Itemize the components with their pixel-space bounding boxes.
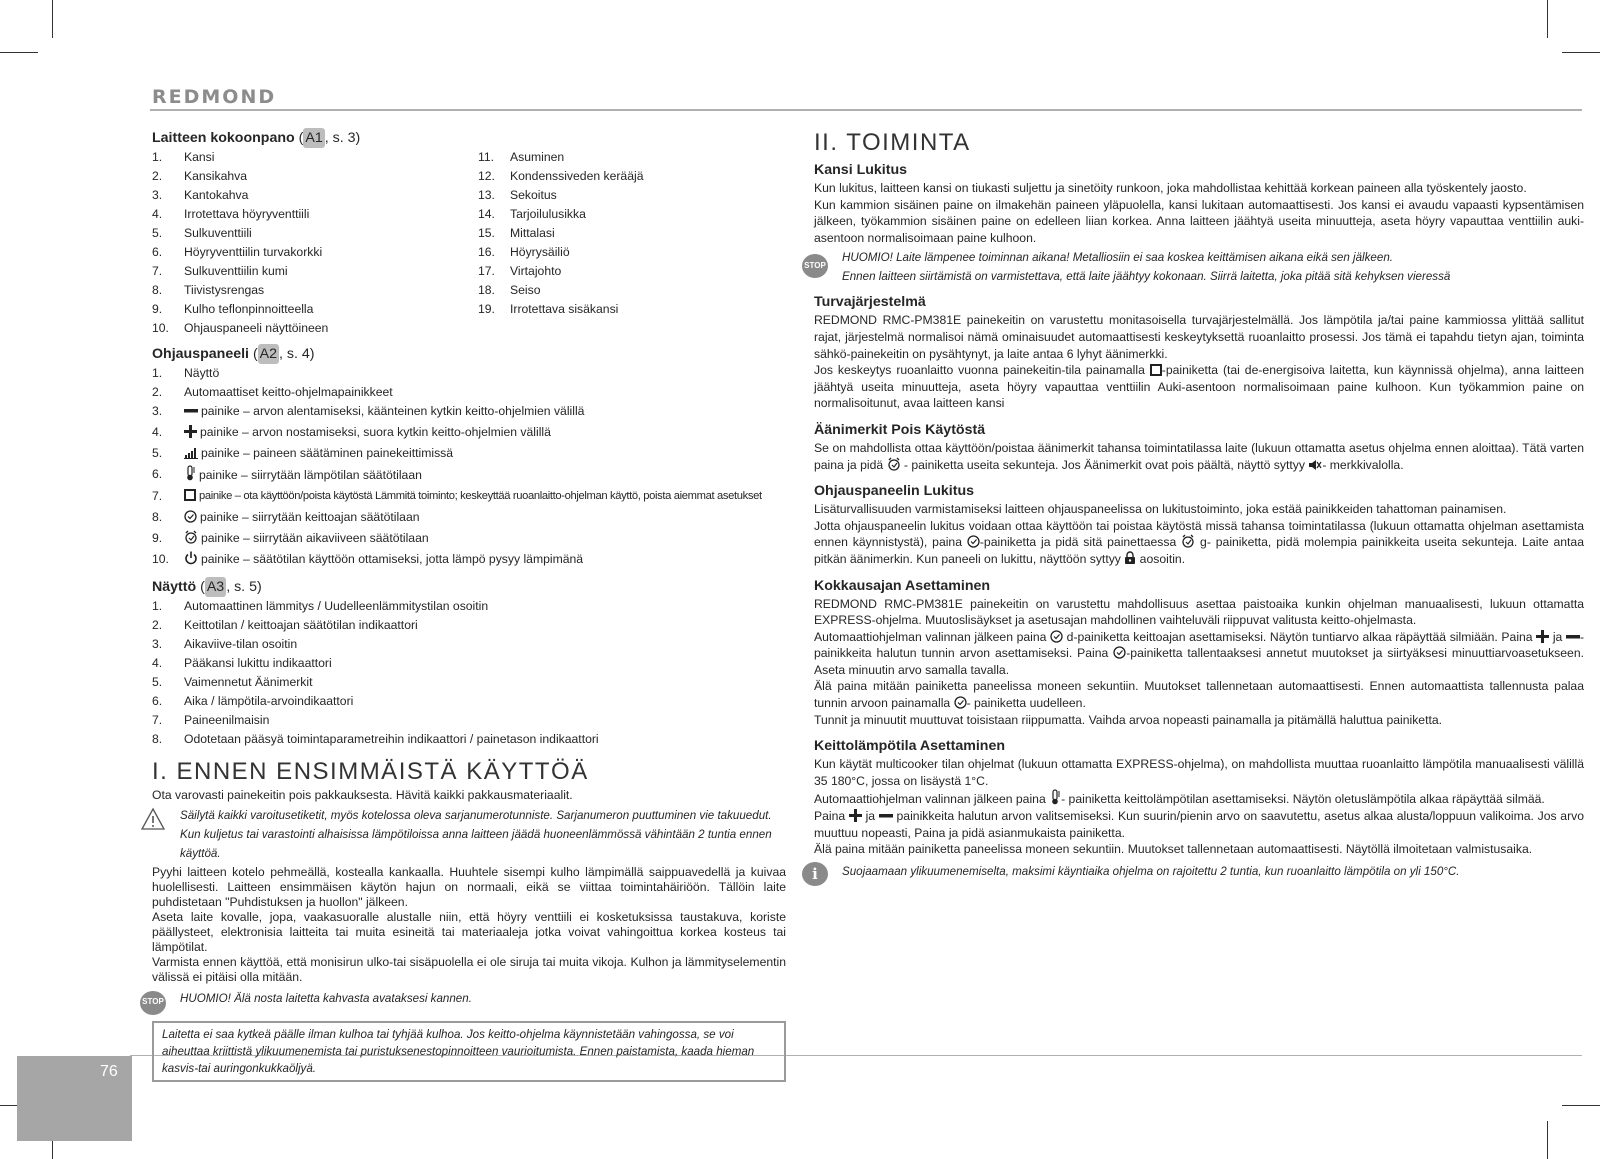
plus-icon <box>1536 630 1549 643</box>
list-item-number: 4. <box>152 207 163 221</box>
cooktime-paragraph: Älä paina mitään painiketta paneelissa moneen sekuntiin. Muutokset tallennetaan automaattisesti. Ennen automaattista tallennusta palaa tunnin arvoon painamalla - painiketta uudelleen. <box>814 679 1584 711</box>
lid-heading: Kansi Lukitus <box>814 162 908 178</box>
list-item-number: 16. <box>478 245 495 259</box>
crop-mark <box>1562 52 1600 53</box>
list-item <box>152 550 786 571</box>
list-item <box>152 300 478 319</box>
warning-note <box>152 806 786 863</box>
lock-paragraph: Lisäturvallisuuden varmistamiseksi laitteen ohjauspaneelissa on lukitustoiminto, joka estää painikkeiden tahattoman painamisen. <box>814 502 1507 517</box>
list-item-label: Mittalasi <box>510 226 555 240</box>
list-item-label: painike – siirrytään keittoajan säätötilaan <box>200 510 420 524</box>
plus-icon <box>849 809 862 822</box>
crop-mark <box>1547 0 1548 38</box>
lid-paragraph: Kun kammion sisäinen paine on ilmakehän paineen yläpuolella, kansi lukitaan automaattisesti. Jos kansi ei avaudu vapaasti kypsentämisen jälkeen, työkammion sisäinen paine on edelleen liian korkea. Anna laitteen jäähtyä useita minuutteja, aseta höyry vapauttaa venttiilin auki-asentoon normalisoimaan paine kulhoon. <box>814 197 1584 245</box>
list-item <box>152 186 478 205</box>
safety-paragraph: Jos keskeytys ruoanlaitto vuonna painekeitin-tila painamalla -painiketta (tai de-energisoiva laitetta, kun käynnissä ohjelma), anna laitteen jäähtyä useita minuutteja, aseta höyry vapauttaa venttiilin Auki-asentoon normalisoimaan paine kulhoon. Kun työkammion paine on normalisoitunut, avaa laitteen kansi <box>814 363 1584 411</box>
list-item <box>152 224 478 243</box>
list-item-number: 15. <box>478 226 495 240</box>
stop-icon: STOP <box>140 991 166 1015</box>
square-icon <box>184 489 196 508</box>
clock-icon <box>1113 646 1126 659</box>
panel-heading: Ohjauspaneeli ( A2 , s. 4) <box>152 346 315 362</box>
power-icon <box>184 551 198 571</box>
list-item <box>152 423 786 444</box>
list-item <box>152 673 786 692</box>
list-item <box>478 148 804 167</box>
square-icon <box>1150 364 1162 376</box>
section1-paragraph: Pyyhi laitteen kotelo pehmeällä, kostealla kankaalla. Huuhtele sisempi kulho lämpimällä saippuavedellä ja kuivaa huolellisesti. Laitteen ensimmäisen käytön hajun on normaali, eikä se viittaa toimintahäiriöön. Tällöin laite puhdistetaan "Puhdistuksen ja huollon" jälkeen. <box>152 864 786 909</box>
list-item-label: painike – siirrytään aikaviiveen säätötilaan <box>201 531 429 545</box>
minus-icon <box>184 404 198 423</box>
lock-paragraph: Jotta ohjauspaneelin lukitus voidaan ottaa käyttöön tai poistaa käytöstä missä tahansa toimintatilassa (lukuun ottamatta ohjelman asettamista ennen käynnistystä), paina -painiketta ja pidä sitä painettaessa g- painiketta, pidä molempia painikkeita useita sekunteja. Laite antaa pitkän äänimerkin. Kun paneeli on lukittu, näyttöön syttyy aosoitin. <box>814 518 1584 566</box>
section1-paragraph: Ota varovasti painekeitin pois pakkauksesta. Hävitä kaikki pakkausmateriaalit. <box>152 788 573 802</box>
plus-icon <box>184 425 197 444</box>
list-item-number: 1. <box>152 599 163 613</box>
list-item <box>478 281 804 300</box>
right-column <box>804 128 1585 888</box>
left-column <box>142 128 786 1082</box>
list-item-number: 14. <box>478 207 495 221</box>
list-item-label: Keittotilan / keittoajan säätötilan indikaattori <box>184 618 418 632</box>
stop-note-text: HUOMIO! Laite lämpenee toiminnan aikana! Metalliosiin ei saa koskea keittämisen aikana eikä sen jälkeen. <box>842 251 1393 265</box>
list-item-number: 2. <box>152 169 163 183</box>
list-item <box>152 616 786 635</box>
mute-icon <box>1308 459 1322 471</box>
stop-note <box>804 248 1584 286</box>
list-item-number: 3. <box>152 404 163 418</box>
lock-heading: Ohjauspaneelin Lukitus <box>814 483 975 500</box>
stop-icon: STOP <box>802 254 828 278</box>
alarm-clock-icon <box>887 457 901 471</box>
clock-icon <box>1050 630 1063 643</box>
clock-icon <box>967 535 980 548</box>
list-item <box>152 487 786 508</box>
crop-mark <box>0 52 38 53</box>
list-item-label: Vaimennetut Äänimerkit <box>184 675 313 689</box>
list-item <box>478 262 804 281</box>
lid-paragraph: Kun lukitus, laitteen kansi on tiukasti suljettu ja sinetöity runkoon, joka mahdollistaa kehittää korkean paineen alla työskentely jaosto. <box>814 181 1527 195</box>
list-item-label: Kondenssiveden kerääjä <box>510 169 644 183</box>
list-item-label: Tiivistysrengas <box>184 283 265 297</box>
list-item-number: 5. <box>152 675 163 689</box>
list-item <box>152 529 786 550</box>
section1-paragraph: Varmista ennen käyttöä, että monisirun ulko-tai sisäpuolella ei ole siruja tai muita vikoja. Kulhon ja lämmityselementin välissä ei pitäisi olla mitään. <box>152 954 786 984</box>
list-item <box>152 654 786 673</box>
list-item-label: Asuminen <box>510 150 565 164</box>
warning-text: Säilytä kaikki varoitusetiketit, myös kotelossa oleva sarjanumerotunniste. Sarjanumeron puuttuminen vie takuuedut. <box>180 808 772 822</box>
brand-logo: REDMOND <box>152 86 277 108</box>
list-item-number: 8. <box>152 283 163 297</box>
pressure-icon <box>184 446 198 465</box>
list-item <box>152 465 786 487</box>
panel-list <box>152 364 786 571</box>
list-item-number: 2. <box>152 385 163 399</box>
section1-paragraph: Aseta laite kovalle, jopa, vaakasuoralle alustalle niin, että höyry venttiili ei kosketuksissa taustakuva, koriste päällysteet, elektronisia laitteita tai muita esineitä tai materiaaleja jotka voivat vahingoittua korkea kosteus tai lämpötilat. <box>152 909 786 954</box>
list-item-label: Kantokahva <box>184 188 249 202</box>
list-item <box>152 692 786 711</box>
list-item-label: Paineenilmaisin <box>184 713 270 727</box>
list-item-label: painike – ota käyttöön/poista käytöstä Lämmitä toiminto; keskeyttää ruoanlaitto-ohjelman käyttö, poista aiemmat asetukset <box>199 490 762 502</box>
page-number: 76 <box>100 1063 118 1080</box>
stop-note-text: Ennen laitteen siirtämistä on varmistettava, että laite jäähtyy kokonaan. Siirrä laitetta, joka pitää sitä kehyksen vieressä <box>842 270 1451 284</box>
list-item-number: 9. <box>152 302 163 316</box>
list-item <box>152 383 786 402</box>
alarm-clock-icon <box>184 530 198 550</box>
list-item-label: Virtajohto <box>510 264 562 278</box>
list-item-number: 6. <box>152 694 163 708</box>
stop-note <box>142 989 786 1015</box>
sound-paragraph: Se on mahdollista ottaa käyttöön/poistaa äänimerkit tahansa toimintatilassa laite (lukuun ottamatta asetus ohjelma ennen aloittaa). Tätä varten paina ja pidä - painiketta useita sekunteja. Jos Äänimerkit ovat pois päältä, näyttö syttyy - merkkivalolla. <box>814 440 1584 472</box>
alarm-clock-icon <box>1181 534 1195 548</box>
list-item <box>478 186 804 205</box>
cooktime-heading: Kokkausajan Asettaminen <box>814 577 991 594</box>
list-item <box>478 243 804 262</box>
list-item-number: 12. <box>478 169 495 183</box>
list-item <box>152 281 478 300</box>
list-item-label: painike – arvon alentamiseksi, käänteinen kytkin keitto-ohjelmien välillä <box>201 404 585 418</box>
clock-icon <box>954 696 967 709</box>
assembly-heading: Laitteen kokoonpano ( A1 , s. 3) <box>152 130 361 146</box>
lock-icon <box>1124 551 1136 565</box>
info-note <box>814 862 1584 886</box>
crop-mark <box>1547 1121 1548 1159</box>
thermometer-icon <box>1049 789 1061 805</box>
crop-mark <box>1562 1105 1600 1106</box>
figure-ref: A1 <box>305 130 323 146</box>
list-item <box>152 508 786 529</box>
list-item-label: Höyryventtiilin turvakorkki <box>184 245 323 259</box>
info-icon: i <box>802 862 828 886</box>
cooktime-paragraph: Automaattiohjelman valinnan jälkeen paina d-painiketta keittoajan asettamiseksi. Näytön tuntiarvo alkaa räpäyttää silmiään. Paina ja -painikkeita halutun tunnin arvon asettamiseksi. Paina -painiketta tallentaaksesi annetut muutokset ja siirtyäksesi minuuttiarvoasetukseen. Aseta minuutin arvo samalla tavalla. <box>814 629 1585 677</box>
display-heading: Näyttö ( A3 , s. 5) <box>152 579 262 595</box>
list-item-number: 5. <box>152 446 163 460</box>
list-item-number: 5. <box>152 226 163 240</box>
list-item <box>152 243 478 262</box>
list-item-number: 2. <box>152 618 163 632</box>
temp-paragraph: Paina ja painikkeita halutun arvon valitsemiseksi. Kun suurin/pienin arvo on saavutettu, asetus alkaa alusta/loppuun valikoima. Jos arvo muuttuu nopeasti, Paina ja pidä asianmukaista painiketta. <box>814 809 1584 840</box>
list-item-number: 19. <box>478 302 495 316</box>
list-item-label: Kansikahva <box>184 169 248 183</box>
list-item-number: 7. <box>152 264 163 278</box>
list-item-label: Irrotettava sisäkansi <box>510 302 619 316</box>
list-item-label: Odotetaan pääsyä toimintaparametreihin indikaattori / painetason indikaattori <box>184 732 599 746</box>
list-item-number: 1. <box>152 366 163 380</box>
list-item-number: 8. <box>152 510 163 524</box>
list-item <box>478 205 804 224</box>
list-item-number: 10. <box>152 552 169 566</box>
list-item <box>478 300 804 319</box>
list-item <box>152 597 786 616</box>
minus-icon <box>1566 630 1580 643</box>
list-item-label: painike – säätötilan käyttöön ottamiseksi, jotta lämpö pysyy lämpimänä <box>201 552 584 566</box>
crop-mark <box>52 0 53 38</box>
list-item-label: Sekoitus <box>510 188 557 202</box>
figure-ref: A2 <box>259 346 278 362</box>
minus-icon <box>879 809 893 822</box>
list-item-number: 6. <box>152 245 163 259</box>
safety-heading: Turvajärjestelmä <box>814 294 926 311</box>
stop-note-text: HUOMIO! Älä nosta laitetta kahvasta avataksesi kannen. <box>180 991 472 1005</box>
list-item-label: Sulkuventtiili <box>184 226 252 240</box>
list-item-number: 18. <box>478 283 495 297</box>
list-item-label: Aikaviive-tilan osoitin <box>184 637 298 651</box>
list-item <box>478 167 804 186</box>
list-item-number: 1. <box>152 150 163 164</box>
list-item-label: Kansi <box>184 150 215 164</box>
assembly-list <box>152 148 786 338</box>
list-item <box>152 635 786 654</box>
list-item-number: 8. <box>152 732 163 746</box>
list-item <box>478 224 804 243</box>
warning-triangle-icon <box>140 806 166 832</box>
list-item-label: Seiso <box>510 283 541 297</box>
list-item-label: Tarjoilulusikka <box>510 207 586 221</box>
list-item-number: 3. <box>152 637 163 651</box>
temp-paragraph: Automaattiohjelman valinnan jälkeen paina - painiketta keittolämpötilan asettamiseksi. Näytön oletuslämpötila alkaa räpäyttää silmää. <box>814 789 1584 808</box>
section2-title: II. TOIMINTA <box>814 129 971 156</box>
thermometer-icon <box>184 465 196 487</box>
list-item <box>152 319 478 338</box>
list-item-label: Pääkansi lukittu indikaattori <box>184 656 332 670</box>
list-item-number: 4. <box>152 656 163 670</box>
warning-text: Kun kuljetus tai varastointi alhaisissa lämpötiloissa anna laitteen jäädä huoneenlämmössä vähintään 2 tuntia ennen käyttöä. <box>180 827 772 860</box>
list-item-label: Irrotettava höyryventtiili <box>184 207 310 221</box>
list-item-label: painike – arvon nostamiseksi, suora kytkin keitto-ohjelmien välillä <box>200 425 551 439</box>
caution-box: Laitetta ei saa kytkeä päälle ilman kulhoa tai tyhjää kulhoa. Jos keitto-ohjelma käynnistetään vahingossa, se voi aiheuttaa kriittistä ylikuumenemista tai puristuksenestopinnoitteen vaurioitumista. Ennen paistamista, kaada hieman kasvis-tai auringonkukkaöljyä. <box>152 1021 786 1082</box>
list-item-number: 9. <box>152 531 163 545</box>
section1-title: I. ENNEN ENSIMMÄISTÄ KÄYTTÖÄ <box>152 758 589 785</box>
temp-paragraph: Kun käytät multicooker tilan ohjelmat (lukuun ottamatta EXPRESS-ohjelma), on mahdollista muuttaa ruoanlaitto lämpötila manuaalisesti välillä 35 180°C, jossa on lisäystä 1°C. <box>814 757 1584 788</box>
header-rule <box>150 109 1582 111</box>
list-item-number: 6. <box>152 467 163 481</box>
list-item-label: Kulho teflonpinnoitteella <box>184 302 314 316</box>
cooktime-paragraph: Tunnit ja minuutit muuttuvat toisistaan riippumatta. Vaihda arvoa nopeasti painamalla ja pitämällä haluttua painiketta. <box>814 712 1443 727</box>
figure-ref: A3 <box>206 579 225 595</box>
temp-heading: Keittolämpötila Asettaminen <box>814 738 1006 755</box>
list-item-label: painike – paineen säätäminen painekeittimissä <box>201 446 454 460</box>
list-item-number: 10. <box>152 321 169 335</box>
list-item-number: 7. <box>152 489 163 503</box>
list-item <box>152 711 786 730</box>
list-item-label: Sulkuventtiilin kumi <box>184 264 288 278</box>
list-item <box>152 730 786 749</box>
list-item <box>152 262 478 281</box>
cooktime-paragraph: REDMOND RMC-PM381E painekeitin on varustettu mahdollisuus asettaa paistoaika kunkin ohjelman manuaalisesti, lukuun ottamatta EXPRESS-ohjelma. Muutoslisäykset ja asetusajan mahdollinen vaihteluväli riippuvat valitusta keitto-ohjelmasta. <box>814 596 1584 628</box>
safety-paragraph: REDMOND RMC-PM381E painekeitin on varustettu monitasoisella turvajärjestelmällä. Jos lämpötila ja/tai paine kammiossa ylittää sallitut rajat, järjestelmä normalisoi nämä ominaisuudet automaattisesti keskeytyksettä ruoanlaitto prosessi. Jos tämä ei tapahdu tietyn ajan, toiminta sähkö-painekeitin on pysähtynyt, ja laite antaa 6 lyhyt äänimerkki. <box>814 313 1584 361</box>
list-item-label: Ohjauspaneeli näyttöineen <box>184 321 329 335</box>
info-note-text: Suojaamaan ylikuumenemiselta, maksimi käyntiaika ohjelma on rajoitettu 2 tuntia, kun ruoanlaitto lämpötila on yli 150°C. <box>842 864 1460 878</box>
list-item-number: 7. <box>152 713 163 727</box>
list-item-number: 13. <box>478 188 495 202</box>
list-item-label: Automaattinen lämmitys / Uudelleenlämmitystilan osoitin <box>184 599 489 613</box>
list-item-label: Automaattiset keitto-ohjelmapainikkeet <box>184 385 393 399</box>
list-item-label: Höyrysäiliö <box>510 245 570 259</box>
list-item <box>152 167 478 186</box>
list-item <box>152 402 786 423</box>
list-item-label: Aika / lämpötila-arvoindikaattori <box>184 694 354 708</box>
temp-paragraph: Älä paina mitään painiketta paneelissa moneen sekuntiin. Muutokset tallennetaan automaattisesti. Näytöllä ilmoitetaan valmistusaika. <box>814 842 1533 857</box>
display-list <box>152 597 786 749</box>
list-item <box>152 148 478 167</box>
list-item-number: 3. <box>152 188 163 202</box>
list-item-number: 11. <box>478 150 495 164</box>
list-item-label: painike – siirrytään lämpötilan säätötilaan <box>199 468 422 482</box>
sound-heading: Äänimerkit Pois Käytöstä <box>814 421 986 438</box>
list-item-number: 17. <box>478 264 495 278</box>
list-item <box>152 364 786 383</box>
clock-icon <box>184 510 197 529</box>
list-item <box>152 205 478 224</box>
list-item-label: Näyttö <box>184 366 220 380</box>
list-item <box>152 444 786 465</box>
list-item-number: 4. <box>152 425 163 439</box>
